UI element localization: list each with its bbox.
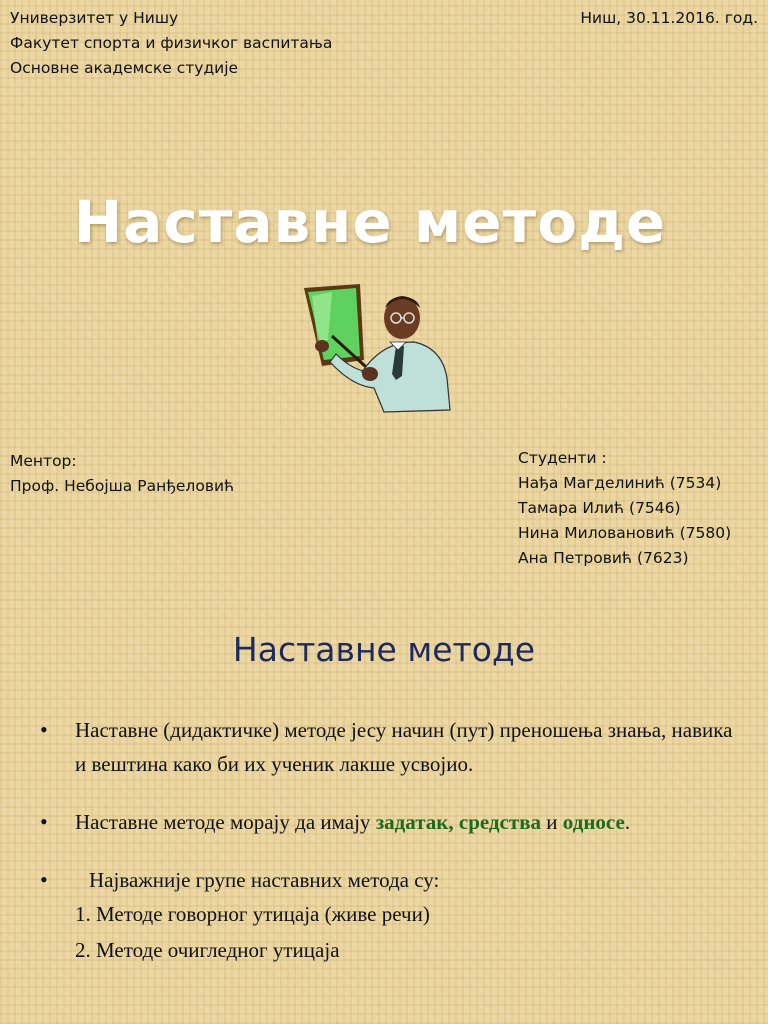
term-and: и [541, 810, 563, 834]
university-name: Универзитет у Нишу [10, 9, 179, 27]
student-item: Нађа Магделинић (7534) [518, 474, 722, 492]
mentor-name: Проф. Небојша Ранђеловић [10, 477, 235, 495]
bullet-text: Најважније групе наставних метода су: [89, 868, 440, 892]
bullet-item [40, 713, 740, 781]
method-group-item: 1. Методе говорног утицаја (живе речи) [75, 902, 430, 926]
date-header: Ниш, 30.11.2016. год. [580, 9, 758, 27]
bullet-item [40, 863, 740, 897]
study-level: Основне академске студије [10, 59, 239, 77]
term-task: задатак [375, 810, 449, 834]
bullet-list [40, 713, 740, 967]
mentor-block [10, 449, 234, 499]
bullet-item [40, 805, 740, 839]
student-item: Нина Миловановић (7580) [518, 524, 732, 542]
bullet-text: Наставне (дидактичке) методе јесу начин (пут) преношења знања, навика и вештина како би их ученик лакше усвојио. [75, 718, 733, 776]
students-block [518, 446, 731, 571]
bullet-icon: • [40, 809, 48, 834]
method-group-item: 2. Методе очигледног утицаја [75, 938, 340, 962]
slide-title: Наставне методе [232, 630, 536, 669]
student-item: Ана Петровић (7623) [518, 549, 689, 567]
faculty-name: Факутет спорта и физичког васпитања [10, 34, 333, 52]
term-means: средства [458, 810, 542, 834]
term-comma: , [448, 810, 459, 834]
mentor-label: Ментор: [10, 452, 77, 470]
presentation-title: Наставне методе [73, 188, 667, 256]
student-item: Тамара Илић (7546) [518, 499, 681, 517]
bullet-icon: • [40, 867, 48, 892]
bullet-text: Наставне методе морају да имају [75, 810, 376, 834]
term-relations: односе [562, 810, 625, 834]
bullet-icon: • [40, 717, 48, 742]
term-end: . [624, 810, 631, 834]
university-header [10, 6, 332, 81]
students-label: Студенти : [518, 449, 607, 467]
teacher-pointing-at-board-icon [292, 280, 452, 420]
